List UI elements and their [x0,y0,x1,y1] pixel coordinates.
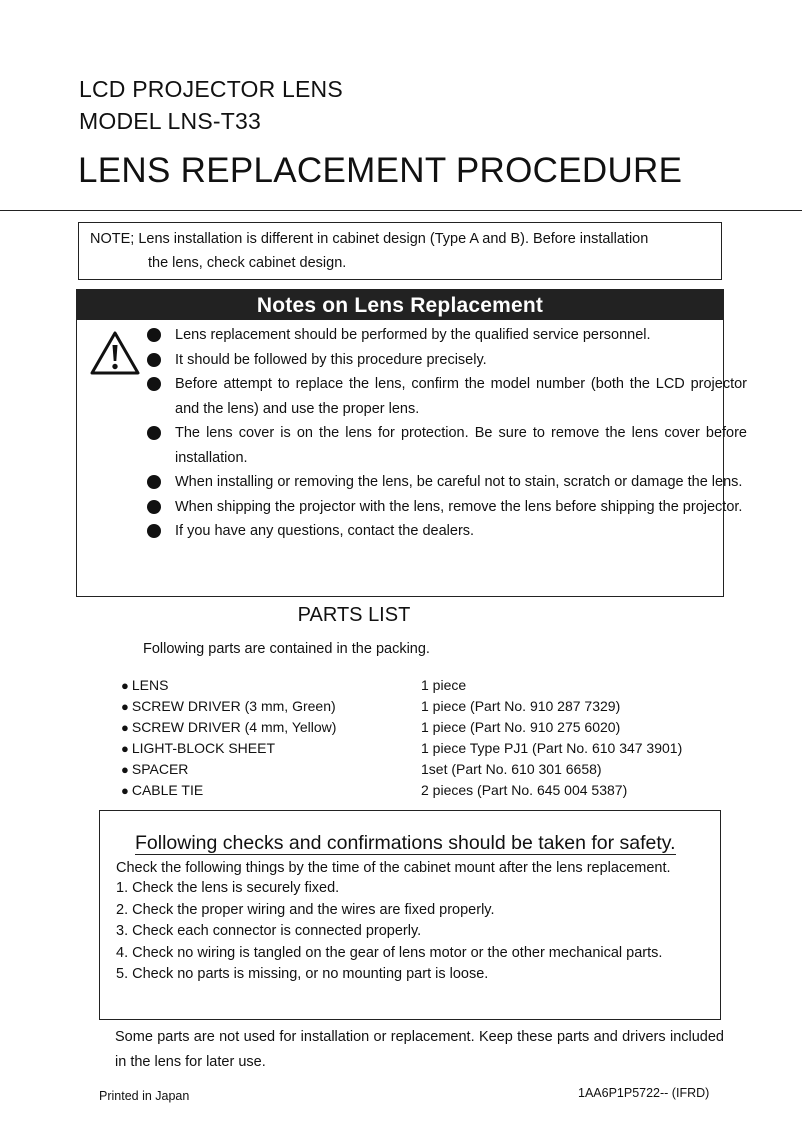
warning-triangle-icon [89,330,141,376]
note-item: When shipping the projector with the lens, remove the lens before shipping the projector. [147,495,747,520]
note-line-1: NOTE; Lens installation is different in cabinet design (Type A and B). Before installation [90,231,649,247]
note-line-2: the lens, check cabinet design. [148,255,347,271]
part-quantity: 2 pieces (Part No. 645 004 5387) [421,782,628,798]
part-name: ● SCREW DRIVER (4 mm, Yellow) [121,717,336,738]
check-number: 2. [116,901,129,918]
note-item: When installing or removing the lens, be careful not to stain, scratch or damage the lens. [147,470,747,495]
keep-parts-note: Some parts are not used for installation or replacement. Keep these parts and drivers included in the lens for later use. [115,1029,724,1070]
notes-section-title: Notes on Lens Replacement [77,290,723,320]
note-item: If you have any questions, contact the dealers. [147,519,747,544]
safety-checks-box [99,810,721,1020]
parts-list [121,675,721,801]
title-divider [0,210,802,211]
part-name: ● CABLE TIE [121,780,203,801]
part-row [121,738,721,759]
page-title: LENS REPLACEMENT PROCEDURE [78,151,683,190]
check-item [116,964,662,986]
check-number: 4. [116,944,129,961]
note-item: The lens cover is on the lens for protection. Be sure to remove the lens cover before installation. [147,421,747,470]
check-item [116,943,662,965]
notes-list [147,323,747,544]
check-text: Check no parts is missing, or no mounting part is loose. [132,966,489,982]
part-row [121,696,721,717]
note-item: It should be followed by this procedure precisely. [147,348,747,373]
part-row [121,780,721,801]
part-row [121,759,721,780]
check-item [116,900,662,922]
part-quantity: 1 piece Type PJ1 (Part No. 610 347 3901) [421,740,683,756]
part-name: ● LIGHT-BLOCK SHEET [121,738,275,759]
parts-list-title: PARTS LIST [297,604,411,626]
product-line: LCD PROJECTOR LENS [79,76,343,102]
part-name: ● SPACER [121,759,188,780]
note-item: Before attempt to replace the lens, confirm the model number (both the LCD projector and the lens) and use the proper lens. [147,372,747,421]
model-number: MODEL LNS-T33 [79,108,261,134]
part-quantity: 1 piece (Part No. 910 287 7329) [421,698,621,714]
printed-in-label: Printed in Japan [99,1089,190,1103]
document-code: 1AA6P1P5722-- (IFRD) [578,1086,710,1100]
check-item [116,878,662,900]
part-row [121,675,721,696]
check-number: 1. [116,880,129,896]
check-text: Check no wiring is tangled on the gear of lens motor or the other mechanical parts. [132,944,663,961]
part-name: ● SCREW DRIVER (3 mm, Green) [121,696,336,717]
part-quantity: 1 piece (Part No. 910 275 6020) [421,719,621,735]
check-item [116,921,662,943]
part-row [121,717,721,738]
check-text: Check the lens is securely fixed. [132,880,340,896]
safety-checks-intro: Check the following things by the time of the cabinet mount after the lens replacement. [116,860,671,876]
cabinet-design-note [78,222,722,280]
check-text: Check each connector is connected properly. [132,923,422,939]
safety-checks-list [116,878,662,986]
part-quantity: 1 piece [421,677,467,693]
part-name: ● LENS [121,675,168,696]
note-item: Lens replacement should be performed by the qualified service personnel. [147,323,747,348]
check-number: 3. [116,923,129,939]
part-quantity: 1set (Part No. 610 301 6658) [421,761,602,777]
check-number: 5. [116,966,129,982]
check-text: Check the proper wiring and the wires are fixed properly. [132,901,495,918]
safety-checks-title: Following checks and confirmations should be taken for safety. [135,832,676,854]
notes-on-lens-replacement [76,289,747,597]
parts-intro: Following parts are contained in the packing. [143,641,430,657]
